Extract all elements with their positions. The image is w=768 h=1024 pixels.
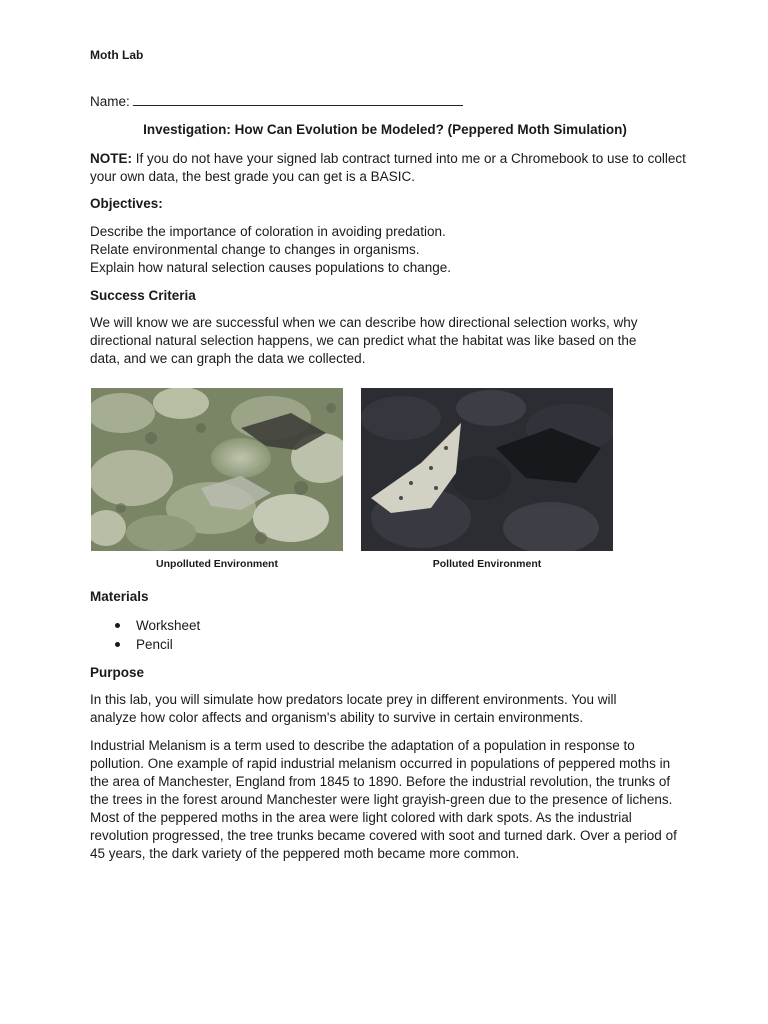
list-item: Pencil: [112, 635, 200, 654]
polluted-moth-photo: [361, 388, 613, 551]
list-item: Worksheet: [112, 616, 200, 635]
materials-heading: Materials: [90, 589, 149, 604]
note-label: NOTE:: [90, 151, 132, 166]
note-paragraph: [90, 150, 690, 186]
name-blank-line: [133, 93, 463, 106]
objectives-list: [90, 223, 690, 277]
figure-caption-unpolluted: Unpolluted Environment: [156, 558, 278, 570]
name-field: [90, 93, 463, 109]
name-label: Name:: [90, 94, 130, 109]
header-title: Moth Lab: [90, 48, 144, 62]
document-title: Investigation: How Can Evolution be Modeled? (Peppered Moth Simulation): [143, 122, 627, 137]
purpose-heading: Purpose: [90, 665, 145, 680]
purpose-paragraph-1: In this lab, you will simulate how predators locate prey in different environments. You will analyze how color affects and organism's ability to survive in certain environments.: [90, 692, 617, 725]
objective-line: Describe the importance of coloration in avoiding predation.: [90, 224, 446, 239]
objective-line: Relate environmental change to changes in organisms.: [90, 242, 420, 257]
objectives-heading: Objectives:: [90, 196, 163, 211]
objective-line: Explain how natural selection causes populations to change.: [90, 260, 451, 275]
purpose-paragraph-2: Industrial Melanism is a term used to describe the adaptation of a population in response to pollution. One example of rapid industrial melanism occurred in populations of peppered moths in the area of Manchester, England from 1845 to 1890. Before the industrial revolution, the trunks of the trees in the forest around Manchester were light grayish-green due to the presence of lichens. Most of the peppered moths in the area were light colored with dark spots. As the industrial revolution progressed, the tree trunks became covered with soot and turned dark. Over a period of 45 years, the dark variety of the peppered moth became more common.: [90, 738, 677, 861]
success-criteria-text: We will know we are successful when we can describe how directional selection works, why directional natural selection happens, we can predict what the habitat was like based on the data, and we can graph the data we collected.: [90, 315, 638, 366]
materials-list: [112, 616, 200, 654]
success-criteria-heading: Success Criteria: [90, 288, 196, 303]
figure-caption-polluted: Polluted Environment: [432, 558, 542, 570]
note-text: If you do not have your signed lab contract turned into me or a Chromebook to use to collect your own data, the best grade you can get is a BASIC.: [90, 151, 686, 184]
unpolluted-moth-photo: [91, 388, 343, 551]
